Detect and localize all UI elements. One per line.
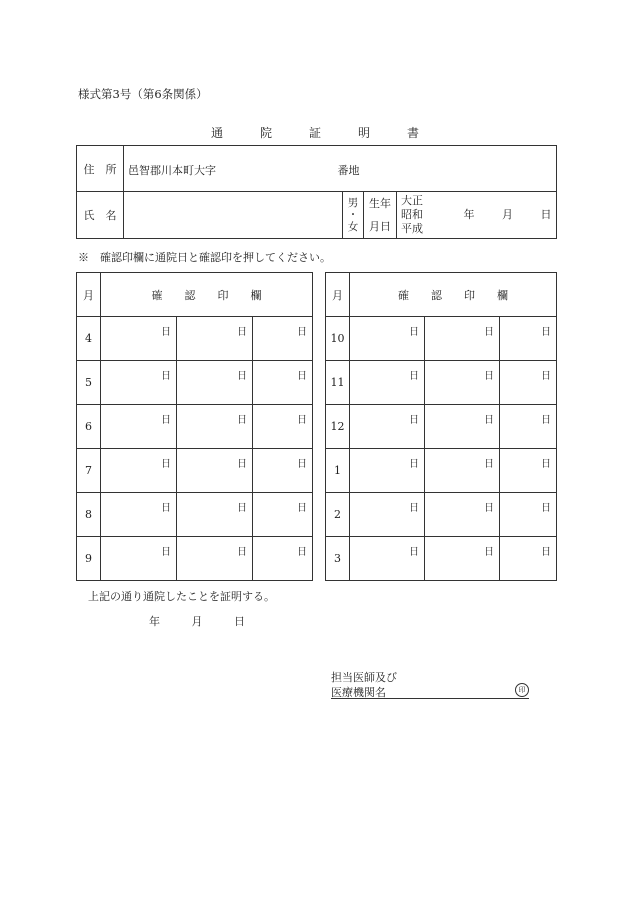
stamp-cell[interactable]: 日 <box>253 317 313 361</box>
stamp-cell[interactable]: 日 <box>177 361 253 405</box>
stamp-cell[interactable]: 日 <box>253 493 313 537</box>
month-cell: 9 <box>77 537 101 581</box>
title-char: 証 <box>308 126 321 140</box>
stamp-cell[interactable]: 日 <box>500 493 557 537</box>
title-char: 通 <box>210 126 223 140</box>
name-field[interactable] <box>124 192 343 239</box>
instruction-note: ※ 確認印欄に通院日と確認印を押してください。 <box>78 251 331 264</box>
doctor-label-line2: 医療機関名 <box>331 686 386 699</box>
name-label: 氏 名 <box>77 192 124 239</box>
date-year-label: 年 <box>149 615 160 628</box>
stamp-cell[interactable]: 日 <box>101 405 177 449</box>
stamp-table-left <box>76 272 313 581</box>
month-label: 月 <box>502 208 513 221</box>
stamp-cell[interactable]: 日 <box>350 449 425 493</box>
stamp-cell[interactable]: 日 <box>101 317 177 361</box>
month-header: 月 <box>326 273 350 317</box>
day-label: 日 <box>540 208 552 221</box>
month-cell: 12 <box>326 405 350 449</box>
certification-date[interactable] <box>149 613 273 629</box>
stamp-cell[interactable]: 日 <box>101 493 177 537</box>
title-char: 明 <box>357 126 370 140</box>
stamp-cell[interactable]: 日 <box>500 449 557 493</box>
birth-label <box>364 192 397 239</box>
year-label: 年 <box>463 208 475 221</box>
sex-dot: ・ <box>347 209 359 221</box>
stamp-cell[interactable]: 日 <box>177 449 253 493</box>
stamp-cell[interactable]: 日 <box>350 537 425 581</box>
document-title <box>0 124 630 141</box>
month-header: 月 <box>77 273 101 317</box>
doctor-signature-field[interactable] <box>331 684 529 699</box>
sex-male: 男 <box>347 197 359 209</box>
stamp-cell[interactable]: 日 <box>350 493 425 537</box>
stamp-cell[interactable]: 日 <box>177 317 253 361</box>
seal-mark-icon: 印 <box>515 683 529 697</box>
month-cell: 7 <box>77 449 101 493</box>
stamp-cell[interactable]: 日 <box>500 537 557 581</box>
stamp-cell[interactable]: 日 <box>253 449 313 493</box>
date-day-label: 日 <box>234 615 245 628</box>
stamp-cell[interactable]: 日 <box>425 449 500 493</box>
sex-female: 女 <box>347 221 359 233</box>
stamp-cell[interactable]: 日 <box>253 537 313 581</box>
doctor-label-line1: 担当医師及び <box>331 671 397 684</box>
stamp-cell[interactable]: 日 <box>425 405 500 449</box>
month-cell: 8 <box>77 493 101 537</box>
stamp-header: 確 認 印 欄 <box>350 273 557 317</box>
era-showa-row <box>401 208 556 222</box>
stamp-cell[interactable]: 日 <box>350 405 425 449</box>
date-month-label: 月 <box>191 615 203 628</box>
stamp-cell[interactable]: 日 <box>425 317 500 361</box>
month-cell: 11 <box>326 361 350 405</box>
stamp-cell[interactable]: 日 <box>101 449 177 493</box>
stamp-cell[interactable]: 日 <box>177 405 253 449</box>
month-cell: 10 <box>326 317 350 361</box>
stamp-cell[interactable]: 日 <box>253 361 313 405</box>
stamp-cell[interactable]: 日 <box>350 317 425 361</box>
certification-text: 上記の通り通院したことを証明する。 <box>88 590 275 603</box>
stamp-cell[interactable]: 日 <box>177 493 253 537</box>
address-value: 邑智郡川本町大字 <box>128 164 216 177</box>
title-char: 書 <box>406 126 419 140</box>
month-cell: 1 <box>326 449 350 493</box>
sex-field[interactable] <box>343 192 364 239</box>
era-taisho: 大正 <box>401 194 423 207</box>
stamp-cell[interactable]: 日 <box>177 537 253 581</box>
stamp-cell[interactable]: 日 <box>101 361 177 405</box>
address-label: 住 所 <box>77 146 124 192</box>
era-showa: 昭和 <box>401 208 423 221</box>
address-field[interactable] <box>124 146 557 192</box>
stamp-cell[interactable]: 日 <box>500 361 557 405</box>
stamp-table-right <box>325 272 557 581</box>
stamp-cell[interactable]: 日 <box>425 493 500 537</box>
birth-bottom: 月日 <box>369 220 391 233</box>
month-cell: 5 <box>77 361 101 405</box>
birthdate-field[interactable] <box>397 192 557 239</box>
month-cell: 2 <box>326 493 350 537</box>
stamp-header: 確 認 印 欄 <box>101 273 313 317</box>
stamp-cell[interactable]: 日 <box>500 317 557 361</box>
banchi-label: 番地 <box>337 164 360 177</box>
birth-top: 生年 <box>369 197 391 210</box>
month-cell: 4 <box>77 317 101 361</box>
stamp-cell[interactable]: 日 <box>253 405 313 449</box>
form-number: 様式第3号（第6条関係） <box>78 87 208 101</box>
title-char: 院 <box>259 126 272 140</box>
era-heisei: 平成 <box>401 222 423 235</box>
stamp-cell[interactable]: 日 <box>101 537 177 581</box>
month-cell: 6 <box>77 405 101 449</box>
stamp-cell[interactable]: 日 <box>425 537 500 581</box>
stamp-cell[interactable]: 日 <box>425 361 500 405</box>
stamp-cell[interactable]: 日 <box>500 405 557 449</box>
stamp-cell[interactable]: 日 <box>350 361 425 405</box>
personal-info-table <box>76 145 557 239</box>
month-cell: 3 <box>326 537 350 581</box>
